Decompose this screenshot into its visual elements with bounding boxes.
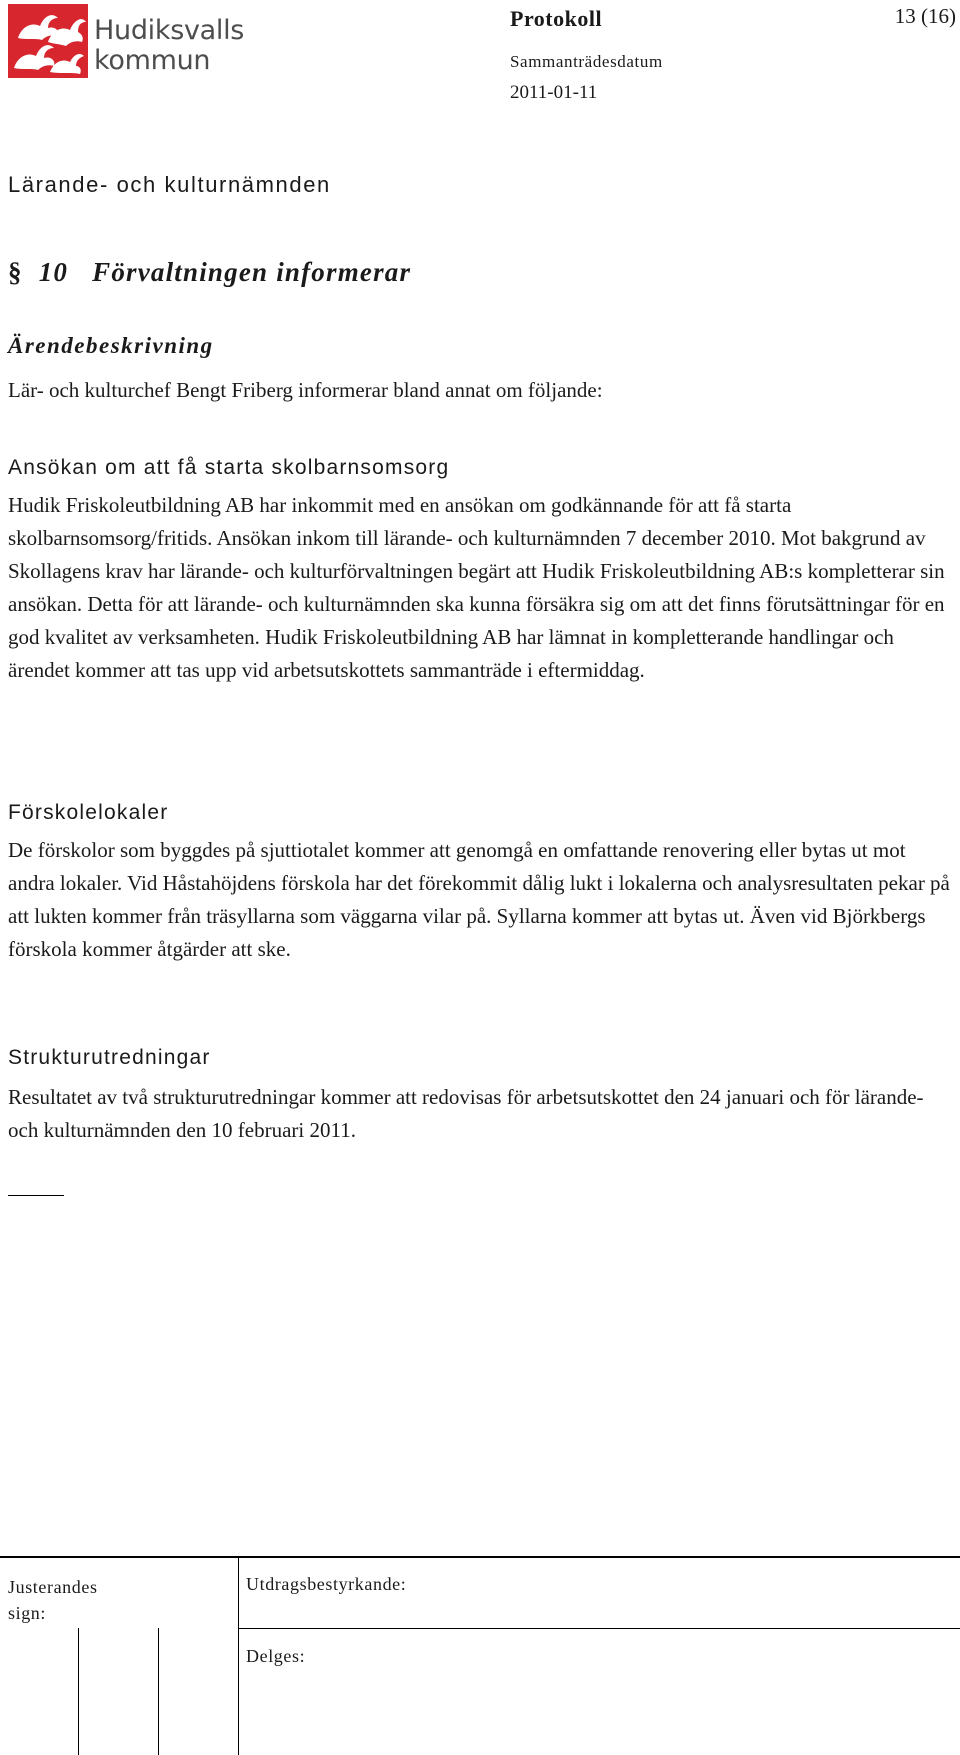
signers-label: Justerandes sign: [8,1577,98,1623]
case-heading: Ärendebeskrivning [8,333,214,358]
meeting-date-label: Sammanträdesdatum [510,52,663,71]
logo-line-1: Hudiksvalls [94,15,245,46]
logo-line-2: kommun [94,45,211,76]
footer-top-rule [0,1556,960,1558]
signature-box-divider [78,1628,79,1755]
end-rule [8,1195,64,1196]
committee-name: Lärande- och kulturnämnden [8,172,331,197]
section-number: 10 [38,257,69,287]
item-body-daycare-application: Hudik Friskoleutbildning AB har inkommit med en ansökan om godkännande för att få starta skolbarnsomsorg/fritids. Ansökan inkom till lärande- och kulturnämnden 7 december 2010. Mot bakgrund av Skollagens krav har lärande- och kulturförvaltningen begärt att Hudik Friskoleutbildning AB:s kompletterar sin ansökan. Detta för att lärande- och kulturnämnden ska kunna försäkra sig om att det finns förutsättningar för en god kvalitet av verksamheten. Hudik Friskoleutbildning AB har lämnat in kompletterande handlingar och ärendet kommer att tas upp vid arbetsutskottets sammanträde i eftermiddag. [8,493,945,682]
section-title [8,257,411,288]
section-heading: Förvaltningen informerar [92,257,412,287]
logo-wordmark [94,16,244,76]
document-type: Protokoll [510,6,603,31]
section-symbol: § [8,257,23,287]
goat-crest-icon [8,4,88,78]
distribute-label: Delges: [246,1646,306,1666]
signature-box-divider [158,1628,159,1755]
item-body-preschool-premises: De förskolor som byggdes på sjuttiotalet kommer att genomgå en omfattande renovering eller bytas ut mot andra lokaler. Vid Håstahöjdens förskola har det förekommit dålig lukt i lokalerna och analysresultaten pekar på att lukten kommer från träsyllarna som väggarna vilar på. Syllarna kommer att bytas ut. Även vid Björkbergs förskola kommer åtgärder att ske. [8,838,950,961]
footer-divider [238,1556,239,1755]
item-heading-daycare-application: Ansökan om att få starta skolbarnsomsorg [8,456,450,479]
item-heading-preschool-premises: Förskolelokaler [8,801,169,824]
item-body-structural-investigations: Resultatet av två strukturutredningar kommer att redovisas för arbetsutskottet den 24 januari och för lärande- och kulturnämnden den 10 februari 2011. [8,1085,924,1142]
signature-footer [0,1556,960,1755]
item-heading-structural-investigations: Strukturutredningar [8,1046,211,1069]
extract-certified-label: Utdragsbestyrkande: [246,1574,407,1594]
case-intro: Lär- och kulturchef Bengt Friberg informerar bland annat om följande: [8,378,603,402]
meeting-date: 2011-01-11 [510,82,598,103]
page-number: 13 (16) [894,4,956,28]
footer-middle-rule [238,1628,960,1629]
municipality-logo [8,4,248,78]
